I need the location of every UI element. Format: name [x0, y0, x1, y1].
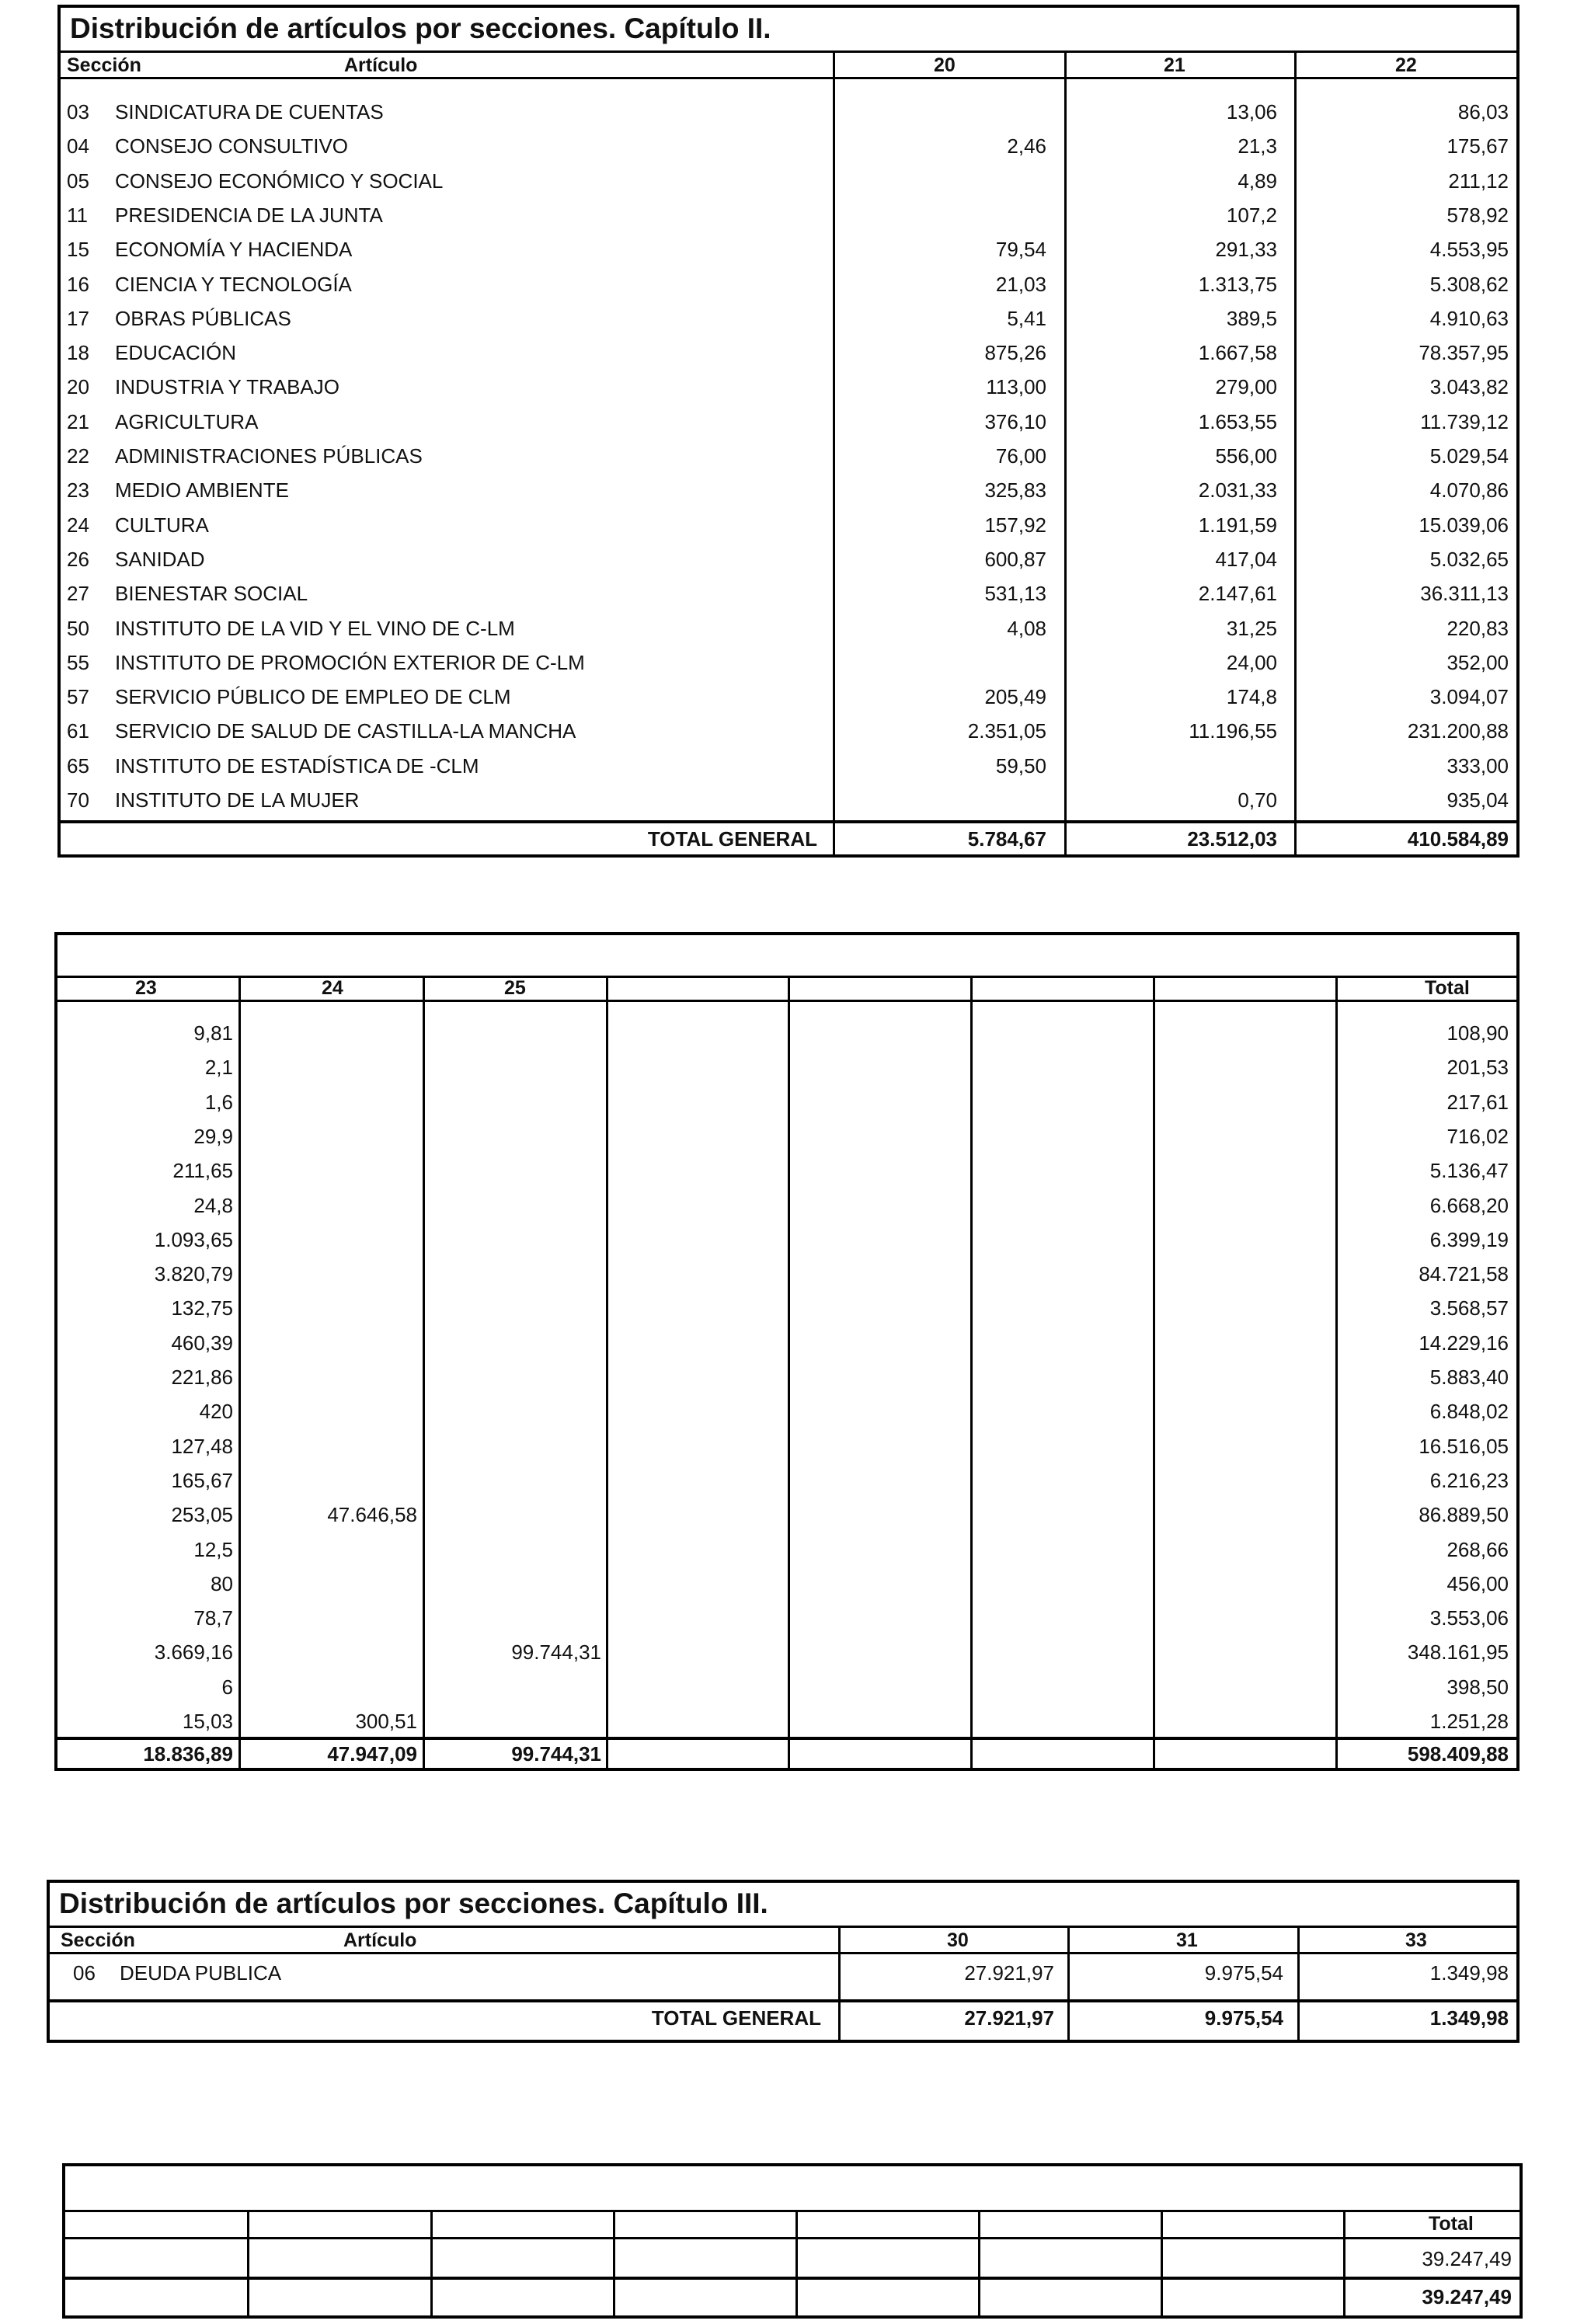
row-col-24: 300,51	[355, 1710, 417, 1733]
row-col-22: 3.043,82	[1429, 375, 1509, 399]
row-col-20: 205,49	[984, 685, 1046, 709]
row-section-name: SINDICATURA DE CUENTAS	[115, 100, 384, 124]
row-col-total: 16.516,05	[1419, 1434, 1509, 1458]
row-col-20: 79,54	[995, 238, 1046, 262]
row-code: 24	[67, 513, 89, 537]
row-code: 65	[67, 753, 89, 778]
total-col-33: 1.349,98	[1429, 2006, 1509, 2030]
row-col-23: 3.820,79	[154, 1262, 233, 1286]
row-section-name: ADMINISTRACIONES PÚBLICAS	[115, 444, 423, 468]
total-col-22: 410.584,89	[1407, 827, 1509, 851]
row-col-22: 231.200,88	[1407, 719, 1509, 743]
chapter3-header	[50, 1928, 1516, 1954]
row-col-22: 4.070,86	[1429, 478, 1509, 503]
row-code: 06	[73, 1961, 96, 1985]
chapter2-header	[61, 53, 1516, 79]
total-col-25: 99.744,31	[511, 1742, 601, 1766]
chapter2-table	[57, 5, 1520, 858]
row-col-22: 211,12	[1448, 169, 1509, 193]
table-row	[65, 2241, 1520, 2277]
header-col-24: 24	[322, 977, 343, 999]
table-row	[50, 1954, 1516, 1992]
header-articulo: Artículo	[343, 1929, 417, 1951]
row-code: 05	[67, 169, 89, 193]
row-section-name: SERVICIO DE SALUD DE CASTILLA-LA MANCHA	[115, 719, 576, 743]
row-col-22: 5.029,54	[1429, 444, 1509, 468]
row-col-21: 21,3	[1238, 134, 1277, 158]
row-col-23: 80	[211, 1571, 233, 1595]
row-col-20: 157,92	[984, 513, 1046, 537]
table-row	[57, 1704, 1516, 1738]
total-separator	[65, 2277, 1520, 2280]
table-row	[57, 1153, 1516, 1188]
total-general-label: TOTAL GENERAL	[647, 827, 817, 851]
row-section-name: PRESIDENCIA DE LA JUNTA	[115, 203, 383, 227]
row-col-31: 9.975,54	[1204, 1961, 1283, 1985]
table-row	[61, 714, 1516, 748]
table-row	[57, 1635, 1516, 1669]
table-row	[61, 680, 1516, 714]
row-code: 15	[67, 238, 89, 262]
row-section-name: BIENESTAR SOCIAL	[115, 582, 308, 606]
header-col-31: 31	[1176, 1929, 1198, 1951]
row-code: 18	[67, 341, 89, 365]
chapter2-continuation-header	[57, 976, 1516, 1002]
row-section-name: AGRICULTURA	[115, 409, 259, 433]
header-articulo: Artículo	[344, 54, 418, 76]
row-col-23: 460,39	[171, 1331, 233, 1355]
row-col-20: 113,00	[986, 375, 1046, 399]
table-row	[61, 267, 1516, 301]
row-col-21: 174,8	[1226, 685, 1277, 709]
table-row	[61, 370, 1516, 404]
row-col-22: 220,83	[1446, 616, 1509, 640]
table-row	[57, 1670, 1516, 1704]
row-col-total: 5.883,40	[1429, 1366, 1509, 1389]
row-col-22: 15.039,06	[1419, 513, 1509, 537]
row-col-20: 21,03	[995, 272, 1046, 296]
table-row	[61, 576, 1516, 611]
table-row	[61, 301, 1516, 336]
row-col-20: 2,46	[1007, 134, 1046, 158]
row-col-21: 417,04	[1215, 547, 1277, 571]
row-col-20: 76,00	[995, 444, 1046, 468]
row-section-name: CONSEJO CONSULTIVO	[115, 134, 349, 158]
row-section-name: INSTITUTO DE PROMOCIÓN EXTERIOR DE C-LM	[115, 650, 585, 674]
table-row	[61, 405, 1516, 439]
table-row	[61, 542, 1516, 576]
total-col-23: 18.836,89	[143, 1742, 233, 1766]
row-col-total: 6.668,20	[1429, 1193, 1509, 1217]
chapter3-continuation-title-bar	[65, 2166, 1520, 2212]
row-col-23: 165,67	[171, 1468, 233, 1492]
row-code: 17	[67, 306, 89, 330]
row-code: 26	[67, 547, 89, 571]
header-col-total: Total	[1425, 977, 1470, 999]
row-col-total: 6.399,19	[1429, 1227, 1509, 1251]
row-col-20: 875,26	[984, 341, 1046, 365]
table-row	[57, 1119, 1516, 1153]
row-col-23: 78,7	[193, 1606, 233, 1630]
table-row	[57, 1050, 1516, 1084]
row-col-21: 389,5	[1226, 306, 1277, 330]
row-col-20: 5,41	[1007, 306, 1046, 330]
row-code: 22	[67, 444, 89, 468]
row-col-21: 2.031,33	[1198, 478, 1277, 503]
total-col-30: 27.921,97	[964, 2006, 1054, 2030]
row-col-21: 1.191,59	[1198, 513, 1277, 537]
table-row	[61, 336, 1516, 370]
row-col-20: 325,83	[984, 478, 1046, 503]
row-code: 27	[67, 582, 89, 606]
row-section-name: CONSEJO ECONÓMICO Y SOCIAL	[115, 169, 444, 193]
row-col-23: 29,9	[193, 1124, 233, 1148]
row-section-name: MEDIO AMBIENTE	[115, 478, 289, 503]
row-code: 23	[67, 478, 89, 503]
total-col-total: 39.247,49	[1422, 2285, 1512, 2308]
row-col-total: 6.848,02	[1429, 1400, 1509, 1424]
table-row	[57, 1463, 1516, 1498]
row-code: 57	[67, 685, 89, 709]
chapter3-continuation-header	[65, 2210, 1520, 2239]
row-col-total: 84.721,58	[1419, 1262, 1509, 1286]
row-section-name: CIENCIA Y TECNOLOGÍA	[115, 272, 352, 296]
row-col-23: 253,05	[171, 1503, 233, 1527]
table-row	[57, 1085, 1516, 1119]
row-section-name: DEUDA PUBLICA	[120, 1961, 282, 1985]
row-col-23: 3.669,16	[154, 1640, 233, 1665]
row-col-22: 935,04	[1446, 788, 1509, 812]
table-row	[57, 1567, 1516, 1601]
row-code: 55	[67, 650, 89, 674]
row-col-21: 107,2	[1226, 203, 1277, 227]
header-seccion: Sección	[61, 1929, 135, 1951]
table-row	[57, 1326, 1516, 1360]
table-row	[57, 1257, 1516, 1291]
total-general-label: TOTAL GENERAL	[651, 2006, 821, 2030]
row-col-total: 217,61	[1446, 1090, 1509, 1114]
total-col-24: 47.947,09	[327, 1742, 417, 1766]
total-col-total: 598.409,88	[1407, 1742, 1509, 1766]
row-col-21: 13,06	[1226, 100, 1277, 124]
header-col-23: 23	[135, 977, 157, 999]
row-col-total: 348.161,95	[1407, 1640, 1509, 1665]
row-col-22: 5.032,65	[1429, 547, 1509, 571]
row-col-21: 1.313,75	[1198, 272, 1277, 296]
row-code: 04	[67, 134, 89, 158]
row-col-22: 78.357,95	[1419, 341, 1509, 365]
row-col-22: 5.308,62	[1429, 272, 1509, 296]
total-col-20: 5.784,67	[967, 827, 1046, 851]
row-section-name: ECONOMÍA Y HACIENDA	[115, 238, 353, 262]
total-col-31: 9.975,54	[1204, 2006, 1283, 2030]
row-col-21: 279,00	[1215, 375, 1277, 399]
row-code: 11	[67, 203, 88, 227]
table-row	[57, 1498, 1516, 1532]
row-col-20: 376,10	[984, 409, 1046, 433]
row-col-21: 31,25	[1226, 616, 1277, 640]
row-col-23: 24,8	[193, 1193, 233, 1217]
row-section-name: INSTITUTO DE LA MUJER	[115, 788, 360, 812]
row-col-23: 1.093,65	[154, 1227, 233, 1251]
header-col-33: 33	[1405, 1929, 1427, 1951]
row-col-22: 11.739,12	[1420, 409, 1509, 433]
row-col-23: 15,03	[182, 1710, 233, 1733]
header-col-total: Total	[1429, 2213, 1474, 2235]
row-col-total: 6.216,23	[1429, 1468, 1509, 1492]
chapter3-continuation-table	[62, 2163, 1523, 2319]
row-col-22: 86,03	[1457, 100, 1509, 124]
row-col-20: 600,87	[984, 547, 1046, 571]
row-col-21: 0,70	[1238, 788, 1277, 812]
header-seccion: Sección	[67, 54, 141, 76]
row-col-22: 352,00	[1446, 650, 1509, 674]
table-row	[61, 164, 1516, 198]
table-row	[61, 198, 1516, 232]
table-row	[57, 1601, 1516, 1635]
row-section-name: SERVICIO PÚBLICO DE EMPLEO DE CLM	[115, 685, 511, 709]
row-col-30: 27.921,97	[964, 1961, 1054, 1985]
table-row	[61, 129, 1516, 163]
row-col-total: 39.247,49	[1422, 2247, 1512, 2270]
row-col-20: 4,08	[1007, 616, 1046, 640]
chapter3-title: Distribución de artículos por secciones. Capítulo III.	[50, 1883, 1516, 1928]
row-col-total: 201,53	[1446, 1056, 1509, 1080]
row-col-total: 456,00	[1446, 1571, 1509, 1595]
header-col-21: 21	[1164, 54, 1185, 76]
row-col-22: 4.910,63	[1429, 306, 1509, 330]
table-row	[61, 611, 1516, 645]
row-col-total: 3.553,06	[1429, 1606, 1509, 1630]
row-col-23: 9,81	[193, 1021, 233, 1045]
row-col-21: 4,89	[1238, 169, 1277, 193]
row-col-21: 556,00	[1215, 444, 1277, 468]
row-col-21: 291,33	[1215, 238, 1277, 262]
table-row	[61, 95, 1516, 129]
table-row	[57, 1429, 1516, 1463]
table-row	[61, 439, 1516, 473]
row-col-23: 6	[221, 1675, 233, 1699]
table-row	[57, 1291, 1516, 1325]
chapter3-table	[47, 1880, 1520, 2043]
row-col-21: 1.667,58	[1198, 341, 1277, 365]
row-col-22: 333,00	[1446, 753, 1509, 778]
row-col-22: 578,92	[1446, 203, 1509, 227]
table-row	[61, 749, 1516, 783]
row-code: 50	[67, 616, 89, 640]
row-col-total: 5.136,47	[1429, 1159, 1509, 1183]
header-col-20: 20	[934, 54, 956, 76]
row-section-name: CULTURA	[115, 513, 209, 537]
row-col-23: 132,75	[171, 1296, 233, 1320]
row-col-23: 211,65	[172, 1159, 233, 1183]
row-col-23: 221,86	[171, 1366, 233, 1389]
row-col-20: 531,13	[984, 582, 1046, 606]
row-code: 21	[67, 409, 89, 433]
table-row	[57, 1533, 1516, 1567]
row-section-name: EDUCACIÓN	[115, 341, 237, 365]
row-section-name: INDUSTRIA Y TRABAJO	[115, 375, 339, 399]
table-row	[57, 1394, 1516, 1428]
table-row	[57, 1016, 1516, 1050]
table-row	[61, 473, 1516, 507]
row-code: 61	[67, 719, 89, 743]
row-col-total: 716,02	[1446, 1124, 1509, 1148]
table-row	[61, 783, 1516, 817]
row-col-total: 268,66	[1446, 1537, 1509, 1561]
row-col-21: 1.653,55	[1198, 409, 1277, 433]
row-col-total: 1.251,28	[1429, 1710, 1509, 1733]
row-col-20: 59,50	[995, 753, 1046, 778]
row-col-22: 3.094,07	[1429, 685, 1509, 709]
table-row	[61, 645, 1516, 680]
header-col-30: 30	[947, 1929, 969, 1951]
table-row	[57, 1223, 1516, 1257]
row-col-33: 1.349,98	[1429, 1961, 1509, 1985]
table-row	[57, 1188, 1516, 1223]
row-col-25: 99.744,31	[511, 1640, 601, 1665]
row-code: 03	[67, 100, 89, 124]
row-section-name: SANIDAD	[115, 547, 205, 571]
chapter2-continuation-table	[54, 932, 1520, 1771]
row-col-total: 86.889,50	[1419, 1503, 1509, 1527]
row-col-23: 420	[199, 1400, 233, 1424]
row-section-name: OBRAS PÚBLICAS	[115, 306, 291, 330]
row-code: 70	[67, 788, 89, 812]
row-col-24: 47.646,58	[327, 1503, 417, 1527]
row-col-22: 36.311,13	[1420, 582, 1509, 606]
row-col-total: 108,90	[1446, 1021, 1509, 1045]
row-col-20: 2.351,05	[967, 719, 1046, 743]
header-col-25: 25	[504, 977, 526, 999]
chapter2-title: Distribución de artículos por secciones. Capítulo II.	[61, 8, 1516, 53]
row-col-total: 398,50	[1446, 1675, 1509, 1699]
row-section-name: INSTITUTO DE LA VID Y EL VINO DE C-LM	[115, 616, 515, 640]
chapter2-continuation-title-bar	[57, 935, 1516, 978]
total-col-21: 23.512,03	[1187, 827, 1277, 851]
row-col-22: 175,67	[1446, 134, 1509, 158]
table-row	[61, 232, 1516, 266]
row-code: 16	[67, 272, 89, 296]
row-col-21: 24,00	[1226, 650, 1277, 674]
row-col-23: 127,48	[171, 1434, 233, 1458]
row-col-21: 2.147,61	[1198, 582, 1277, 606]
row-col-23: 12,5	[193, 1537, 233, 1561]
row-col-23: 2,1	[204, 1056, 233, 1080]
row-col-21: 11.196,55	[1189, 719, 1277, 743]
row-section-name: INSTITUTO DE ESTADÍSTICA DE -CLM	[115, 753, 479, 778]
header-col-22: 22	[1395, 54, 1417, 76]
table-row	[61, 508, 1516, 542]
row-code: 20	[67, 375, 89, 399]
table-row	[57, 1360, 1516, 1394]
total-separator	[57, 1737, 1516, 1740]
row-col-total: 3.568,57	[1429, 1296, 1509, 1320]
row-col-22: 4.553,95	[1429, 238, 1509, 262]
row-col-23: 1,6	[204, 1090, 233, 1114]
row-col-total: 14.229,16	[1419, 1331, 1509, 1355]
